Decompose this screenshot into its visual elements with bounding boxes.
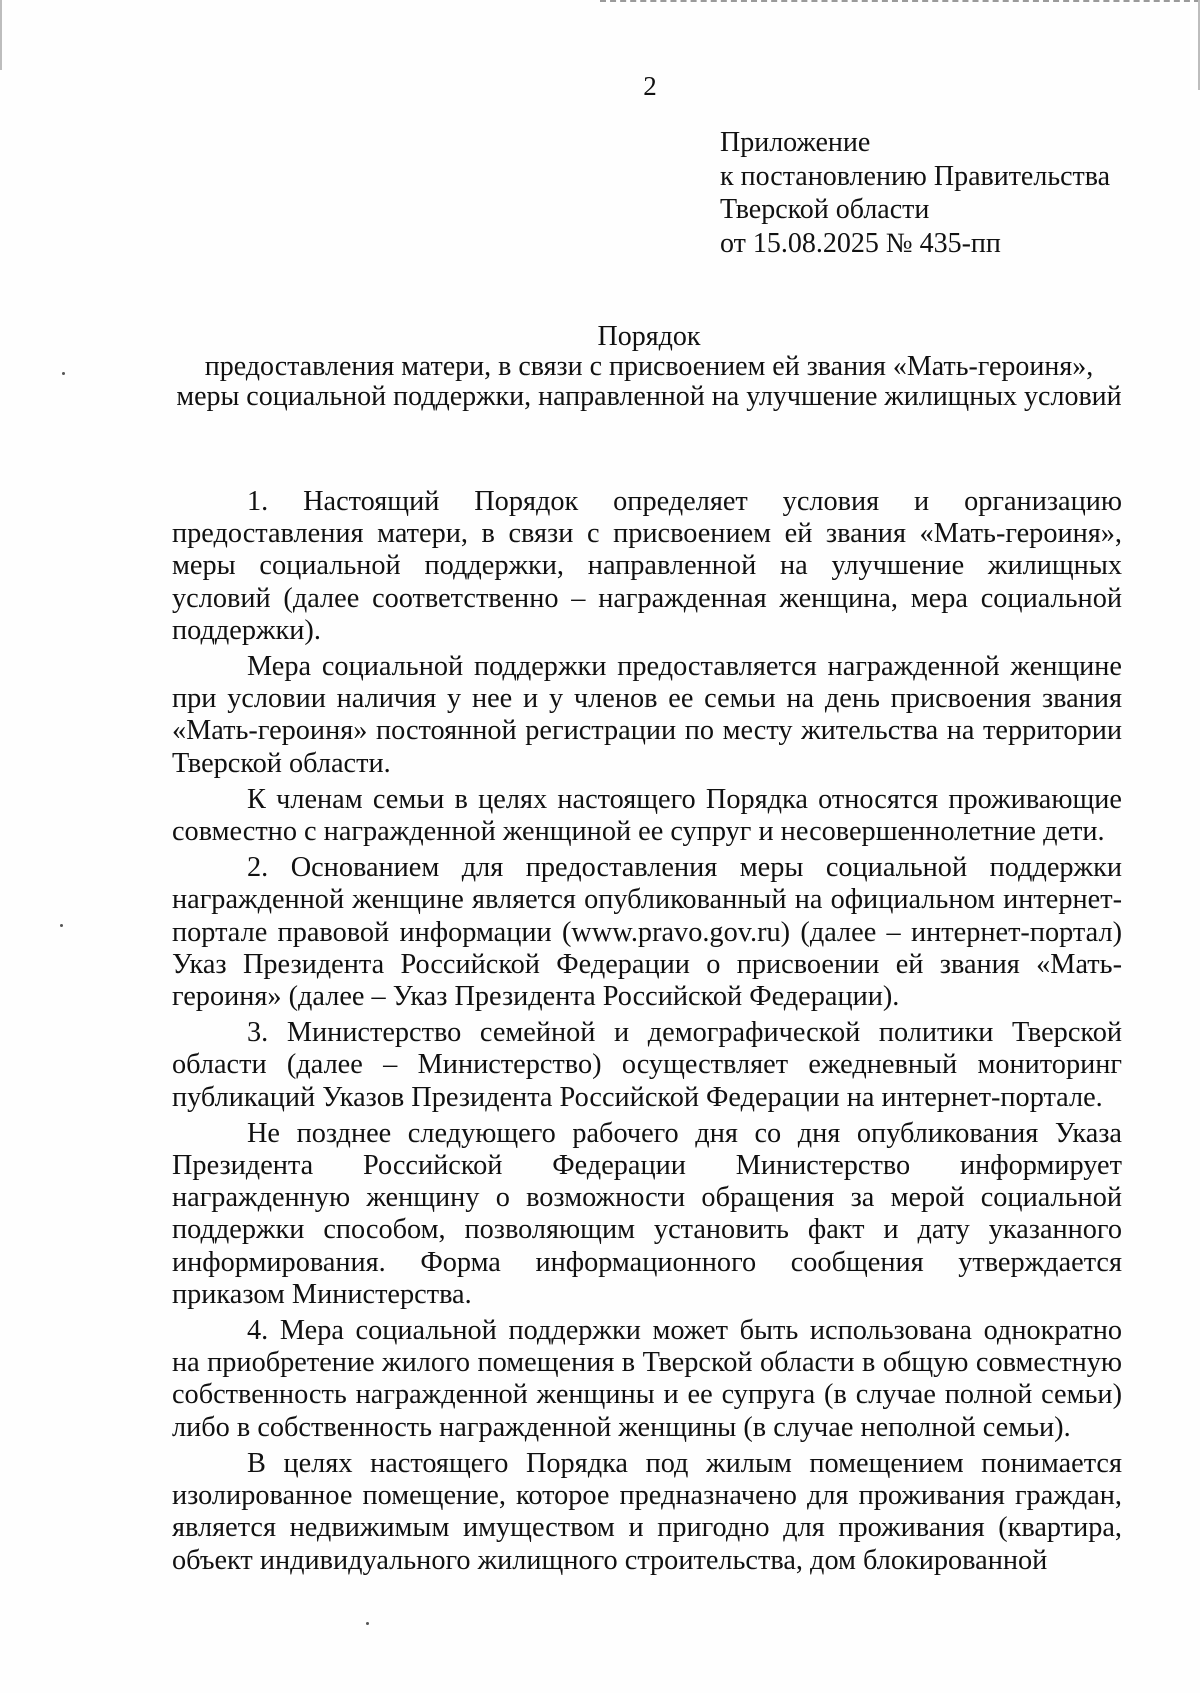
appendix-block [720, 126, 1180, 260]
scan-speck [62, 372, 65, 375]
title-subtitle: предоставления матери, в связи с присвоением ей звания «Мать-героиня», меры социальной поддержки, направленной на улучшение жилищных условий [176, 351, 1122, 412]
scan-speck [60, 924, 63, 927]
paragraph: В целях настоящего Порядка под жилым помещением понимается изолированное помещение, которое предназначено для проживания граждан, является недвижимым имуществом и пригодно для проживания (квартира, объект индивидуального жилищного строительства, дом блокированной [172, 1447, 1122, 1576]
appendix-line: Приложение [720, 127, 871, 158]
title-heading: Порядок [597, 321, 701, 352]
appendix-line: к постановлению Правительства [720, 160, 1111, 192]
paragraph: Мера социальной поддержки предоставляется награжденной женщине при условии наличия у нее и у членов ее семьи на день присвоения звания «Мать-героиня» постоянной регистрации по месту жительства на территории Тверской области. [172, 651, 1122, 779]
paragraph: 1. Настоящий Порядок определяет условия и организацию предоставления матери, в связи с присвоением ей звания «Мать-героиня», меры социальной поддержки, направленной на улучшение жилищных условий (далее соответственно – награжденная женщина, мера социальной поддержки). [172, 486, 1122, 646]
appendix-line: Тверской области [720, 194, 930, 225]
paragraph: 4. Мера социальной поддержки может быть использована однократно на приобретение жилого помещения в Тверской области в общую совместную собственность награжденной женщины и ее супруга (в случае полной семьи) либо в собственность награжденной женщины (в случае неполной семьи). [172, 1315, 1122, 1443]
paragraph: К членам семьи в целях настоящего Порядка относятся проживающие совместно с награжденной женщиной ее супруг и несовершеннолетние дети. [172, 783, 1122, 848]
appendix-line: от 15.08.2025 № 435-пп [720, 227, 1001, 259]
document-title [170, 322, 1128, 412]
page-number: 2 [643, 71, 657, 101]
paragraph: 3. Министерство семейной и демографической политики Тверской области (далее – Министерство) осуществляет ежедневный мониторинг публикаций Указов Президента Российской Федерации на интернет-портале. [172, 1017, 1122, 1113]
paragraph: 2. Основанием для предоставления меры социальной поддержки награжденной женщине является опубликованный на официальном интернет-портале правовой информации (www.pravo.gov.ru) (далее – интернет-портал) Указ Президента Российской Федерации о присвоении ей звания «Мать-героиня» (далее – Указ Президента Российской Федерации). [172, 852, 1122, 1013]
paragraph: Не позднее следующего рабочего дня со дня опубликования Указа Президента Российской Федерации Министерство информирует награжденную женщину о возможности обращения за мерой социальной поддержки способом, позволяющим установить факт и дату указанного информирования. Форма информационного сообщения утверждается приказом Министерства. [172, 1117, 1122, 1310]
scan-edge-top [600, 0, 1200, 4]
scan-speck [366, 1622, 369, 1625]
scan-edge-left [0, 0, 2, 70]
document-body [172, 486, 1122, 1581]
